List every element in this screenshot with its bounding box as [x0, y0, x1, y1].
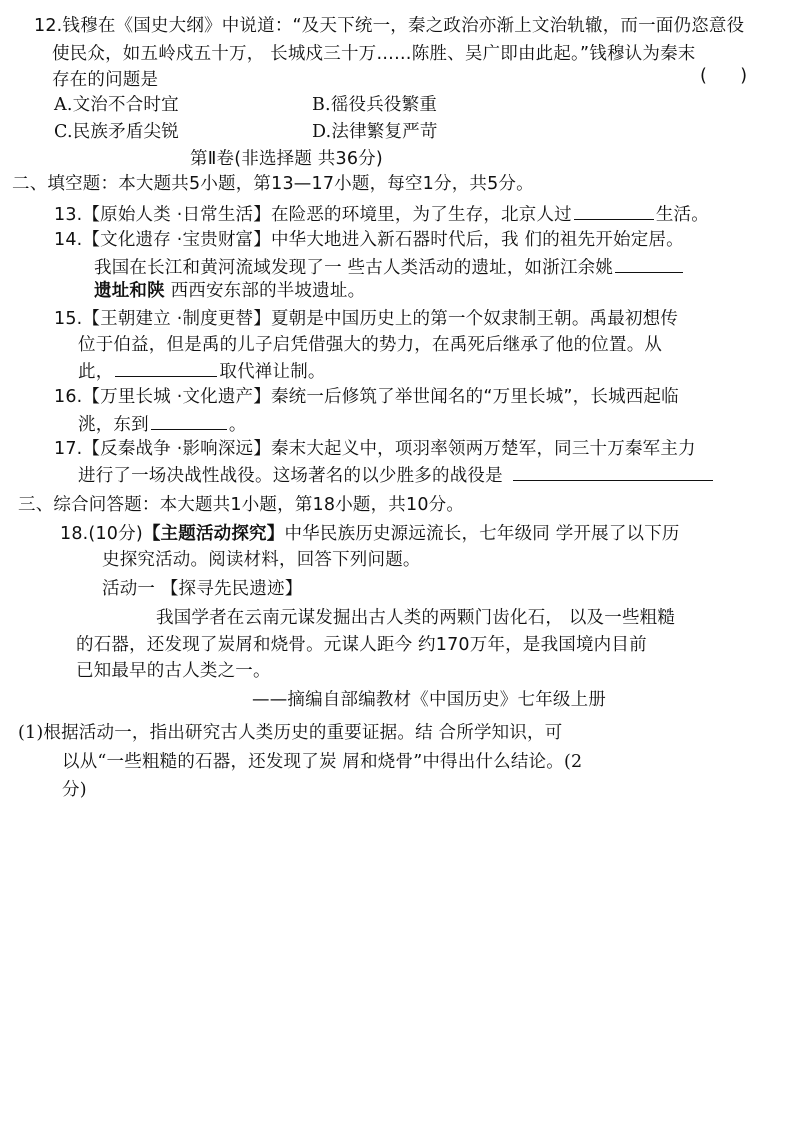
q18-line-2: 史探究活动。阅读材料，回答下列问题。 [102, 550, 421, 570]
q18-source: ——摘编自部编教材《中国历史》七年级上册 [252, 690, 606, 710]
q12-answer-paren: ( ) [700, 66, 748, 86]
q18-score: 18.(10分) [60, 524, 143, 544]
q13-suffix: 生活。 [655, 205, 709, 225]
q17-line-2-text: 进行了一场决战性战役。这场著名的以少胜多的战役是 [78, 466, 503, 486]
q18-sub1-line-1: (1)根据活动一，指出研究古人类历史的重要证据。结 合所学知识，可 [18, 723, 563, 743]
q15-line-3-pre: 此， [78, 362, 114, 382]
q12-line-2: 使民众，如五岭戍五十万， 长城戍三十万……陈胜、吴广即由此起。”钱穆认为秦末 [52, 44, 696, 64]
q12-option-a: A.文治不合时宜 [54, 95, 179, 115]
q16-line-2-post: 。 [228, 415, 247, 435]
q12-option-b: B.徭役兵役繁重 [312, 95, 438, 115]
q14-line-2-text: 我国在长江和黄河流域发现了一 些古人类活动的遗址，如浙江余姚 [94, 258, 614, 278]
section-two-heading: 二、填空题：本大题共5小题，第13—17小题，每空1分，共5分。 [12, 174, 534, 194]
q16-line-2-pre: 洮，东到 [78, 415, 149, 435]
q15-answer-blank[interactable] [115, 358, 217, 377]
volume-two-title: 第Ⅱ卷(非选择题 共36分) [190, 149, 383, 169]
q18-line-1 [60, 522, 680, 546]
q14-answer-blank[interactable] [615, 254, 683, 273]
q17-answer-blank[interactable] [513, 462, 713, 481]
q14-line-3 [94, 279, 365, 303]
q16-line-1: 16.【万里长城 ·文化遗产】秦统一后修筑了举世闻名的“万里长城”，长城西起临 [54, 387, 679, 407]
q18-line-1-rest: 中华民族历史源远流长，七年级同 学开展了以下历 [284, 524, 680, 544]
q18-sub1-line-3: 分) [62, 780, 87, 800]
q15-line-1: 15.【王朝建立 ·制度更替】夏朝是中国历史上的第一个奴隶制王朝。禹最初想传 [54, 309, 679, 329]
q16-answer-blank[interactable] [151, 411, 227, 430]
q18-material-line-2: 的石器，还发现了炭屑和烧骨。元谋人距今 约170万年，是我国境内目前 [76, 635, 647, 655]
q13-text [54, 201, 709, 227]
q14-line-1: 14.【文化遗存 ·宝贵财富】中华大地进入新石器时代后，我 们的祖先开始定居。 [54, 230, 684, 250]
q15-line-3 [78, 358, 326, 384]
q14-line-2 [94, 254, 685, 280]
q18-sub1-line-2: 以从“一些粗糙的石器，还发现了炭 屑和烧骨”中得出什么结论。(2 [62, 752, 583, 772]
q18-theme-label: 【主题活动探究】 [142, 524, 285, 544]
q15-line-2: 位于伯益，但是禹的儿子启凭借强大的势力，在禹死后继承了他的位置。从 [78, 335, 663, 355]
q12-line-3: 存在的问题是 [52, 70, 159, 90]
q17-line-1: 17.【反秦战争 ·影响深远】秦末大起义中，项羽率领两万楚军，同三十万秦军主力 [54, 439, 696, 459]
q12-option-c: C.民族矛盾尖锐 [54, 122, 179, 142]
q15-line-3-post: 取代禅让制。 [219, 362, 326, 382]
q17-line-2 [78, 462, 715, 488]
q14-line-3-rest: 西西安东部的半坡遗址。 [164, 281, 366, 301]
q12-option-d: D.法律繁复严苛 [312, 122, 438, 142]
q18-material-line-3: 已知最早的古人类之一。 [76, 661, 271, 681]
q13-prompt: 13.【原始人类 ·日常生活】在险恶的环境里，为了生存，北京人过 [54, 205, 572, 225]
q18-material-line-1: 我国学者在云南元谋发掘出古人类的两颗门齿化石， 以及一些粗糙 [156, 608, 676, 628]
q16-line-2 [78, 411, 247, 437]
q12-line-1: 12.钱穆在《国史大纲》中说道：“及天下统一，秦之政治亦渐上文治轨辙，而一面仍恣意役 [34, 16, 745, 36]
q13-answer-blank[interactable] [574, 201, 654, 220]
q14-line-3-bold: 遗址和陕 [94, 281, 165, 301]
section-three-heading: 三、综合问答题：本大题共1小题，第18小题，共10分。 [18, 495, 465, 515]
q18-activity-label: 活动一 【探寻先民遗迹】 [102, 579, 303, 599]
